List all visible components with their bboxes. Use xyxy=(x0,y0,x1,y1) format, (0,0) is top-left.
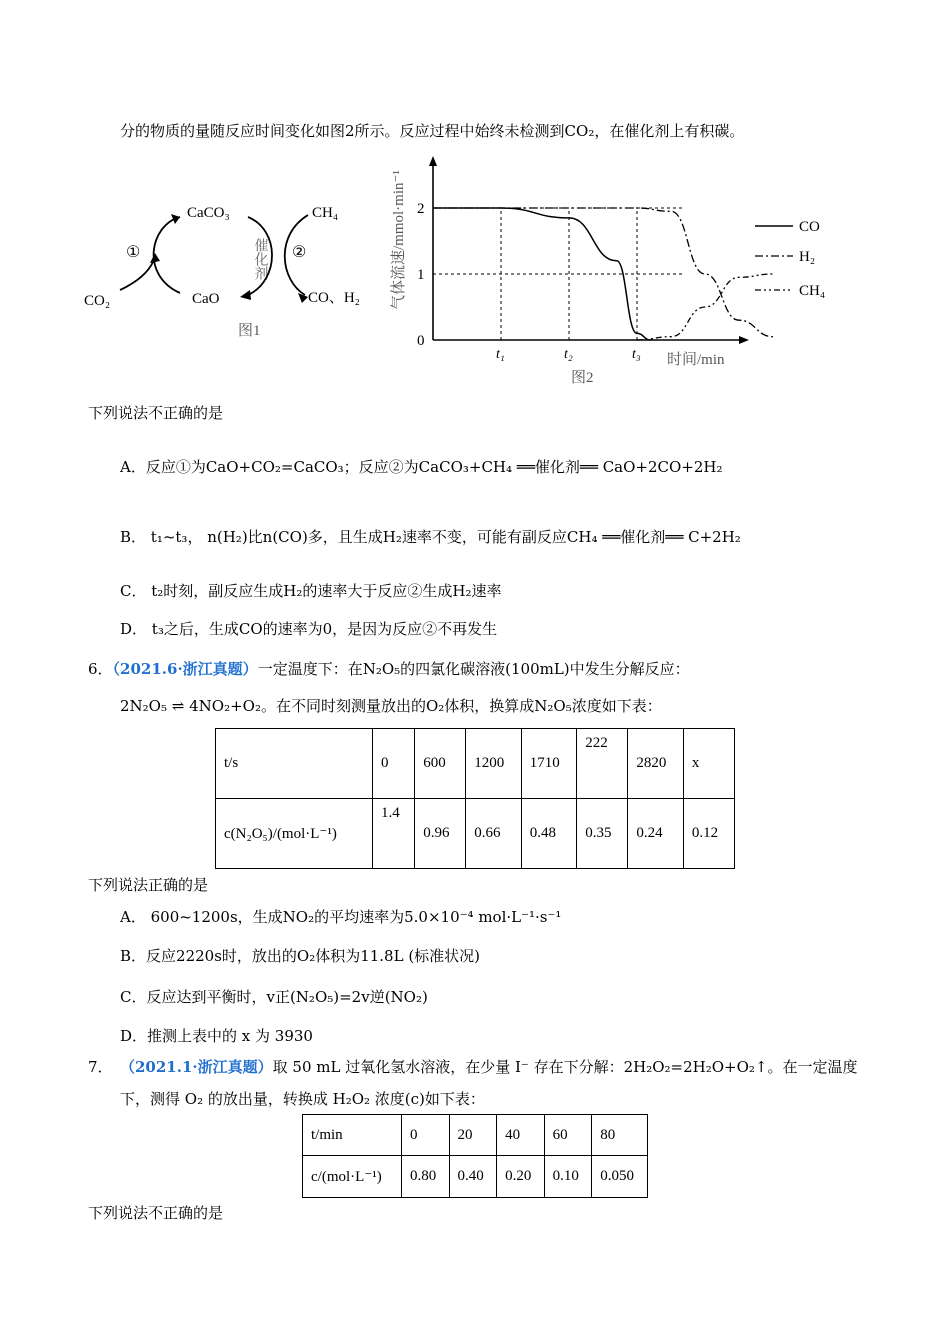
fig1-co2: CO₂ xyxy=(84,293,111,309)
q6-source: （2021.6·浙江真题） xyxy=(112,660,258,678)
q6-cell: 0 xyxy=(373,729,415,799)
chart-caption: 图2 xyxy=(571,370,594,385)
q6-stem: 一定温度下：在N₂O₅的四氯化碳溶液(100mL)中发生分解反应： xyxy=(257,660,690,678)
q7-cell: 0.40 xyxy=(449,1156,497,1198)
q6-cell: 0.66 xyxy=(466,799,522,869)
arrow-co2-in xyxy=(120,257,155,290)
q7-num: 7． xyxy=(88,1058,113,1076)
q6-cell: 0.48 xyxy=(521,799,577,869)
chart-ylabel: 气体流速/mmol·min⁻¹ xyxy=(391,170,407,310)
q6-cell: 600 xyxy=(415,729,466,799)
q6-header xyxy=(88,658,690,679)
chart-xlabel: 时间/min xyxy=(667,352,725,368)
q7-cell: t/min xyxy=(303,1115,402,1156)
q7-cell: 0.80 xyxy=(402,1156,450,1198)
q7-stem-2: 下，测得 O₂ 的放出量，转换成 H₂O₂ 浓度(c)如下表： xyxy=(120,1090,485,1108)
q7-header xyxy=(88,1056,858,1077)
q6-ask: 下列说法正确的是 xyxy=(88,876,209,894)
q6-cell: 1200 xyxy=(466,729,522,799)
q6-cell: 0.35 xyxy=(577,799,628,869)
fig1-catalyst: 催化剂 xyxy=(252,238,268,280)
q6-option-d: D．推测上表中的 x 为 3930 xyxy=(120,1027,313,1045)
fig1-step1: ① xyxy=(126,244,141,261)
q7-cell: 0.10 xyxy=(544,1156,592,1198)
q5-option-c: C． t₂时刻，副反应生成H₂的速率大于反应②生成H₂速率 xyxy=(120,582,502,600)
q6-cell: 2820 xyxy=(628,729,684,799)
q6-cell: 222 xyxy=(577,729,628,799)
legend-ch4: CH₄ xyxy=(799,283,826,299)
q6-option-b: B．反应2220s时，放出的O₂体积为11.8L (标准状况) xyxy=(120,947,481,965)
fig1-products: CO、H₂ xyxy=(308,290,360,306)
series-1-curve xyxy=(433,208,773,337)
q7-cell: 0.20 xyxy=(497,1156,545,1198)
y-tick-label: 1 xyxy=(417,267,425,283)
q5-stem: 下列说法不正确的是 xyxy=(88,404,224,422)
intro-text: 分的物质的量随反应时间变化如图2所示。反应过程中始终未检测到CO₂，在催化剂上有积碳。 xyxy=(120,122,745,140)
figure-2-chart xyxy=(385,150,845,385)
arrow-cao-to-caco3 xyxy=(154,217,180,293)
q6-cell: 1.4 xyxy=(373,799,415,869)
q6-cell: 1710 xyxy=(521,729,577,799)
q7-ask: 下列说法不正确的是 xyxy=(88,1204,224,1222)
y-tick-label: 0 xyxy=(417,333,425,349)
q7-cell: 80 xyxy=(592,1115,648,1156)
q5-option-b: B． t₁~t₃， n(H₂)比n(CO)多，且生成H₂速率不变，可能有副反应CH₄ ══催化剂══ C+2H₂ xyxy=(120,528,741,546)
q7-cell: 40 xyxy=(497,1115,545,1156)
q6-cell: 0.96 xyxy=(415,799,466,869)
q6-cell: t/s xyxy=(216,729,373,799)
q6-cell: 0.12 xyxy=(683,799,734,869)
legend-h2: H₂ xyxy=(799,249,816,265)
q7-cell: 20 xyxy=(449,1115,497,1156)
q7-cell: 0 xyxy=(402,1115,450,1156)
q7-stem: 取 50 mL 过氧化氢水溶液，在少量 I⁻ 存在下分解：2H₂O₂=2H₂O+O₂↑。在一定温度 xyxy=(272,1058,858,1076)
fig1-cao: CaO xyxy=(192,291,220,307)
fig1-caption: 图1 xyxy=(238,323,261,339)
q7-source: （2021.1·浙江真题） xyxy=(120,1058,273,1076)
q6-table xyxy=(215,728,735,869)
q7-cell: 0.050 xyxy=(592,1156,648,1198)
q7-table-row-conc xyxy=(303,1156,648,1198)
q7-table xyxy=(302,1114,648,1198)
x-tick-label: t₁ xyxy=(496,347,505,362)
q6-table-row-time xyxy=(216,729,735,799)
q6-option-c: C．反应达到平衡时，v正(N₂O₅)=2v逆(NO₂) xyxy=(120,988,428,1006)
figure-1 xyxy=(80,195,390,350)
q7-table-row-time xyxy=(303,1115,648,1156)
q6-table-row-conc xyxy=(216,799,735,869)
q7-cell: c/(mol·L⁻¹) xyxy=(303,1156,402,1198)
series-2-curve xyxy=(637,274,773,340)
q6-cell: c(N₂O₅)/(mol·L⁻¹) xyxy=(216,799,373,869)
x-tick-label: t₂ xyxy=(564,347,573,362)
fig1-ch4: CH₄ xyxy=(312,205,339,221)
fig1-step2: ② xyxy=(292,244,307,261)
q6-equation: 2N₂O₅ ⇌ 4NO₂+O₂。在不同时刻测量放出的O₂体积，换算成N₂O₅浓度如下表： xyxy=(120,697,662,715)
y-tick-label: 2 xyxy=(417,201,425,217)
q6-num: 6． xyxy=(88,660,113,678)
q6-option-a: A． 600~1200s，生成NO₂的平均速率为5.0×10⁻⁴ mol·L⁻¹·s⁻¹ xyxy=(120,908,562,926)
fig1-caco3: CaCO₃ xyxy=(187,205,230,221)
legend-co: CO xyxy=(799,219,820,235)
q5-option-a: A．反应①为CaO+CO₂=CaCO₃；反应②为CaCO₃+CH₄ ══催化剂══ CaO+2CO+2H₂ xyxy=(120,458,723,476)
q7-cell: 60 xyxy=(544,1115,592,1156)
q6-cell: 0.24 xyxy=(628,799,684,869)
q6-cell: x xyxy=(683,729,734,799)
q5-option-d: D． t₃之后，生成CO的速率为0，是因为反应②不再发生 xyxy=(120,620,498,638)
x-tick-label: t₃ xyxy=(632,347,641,362)
